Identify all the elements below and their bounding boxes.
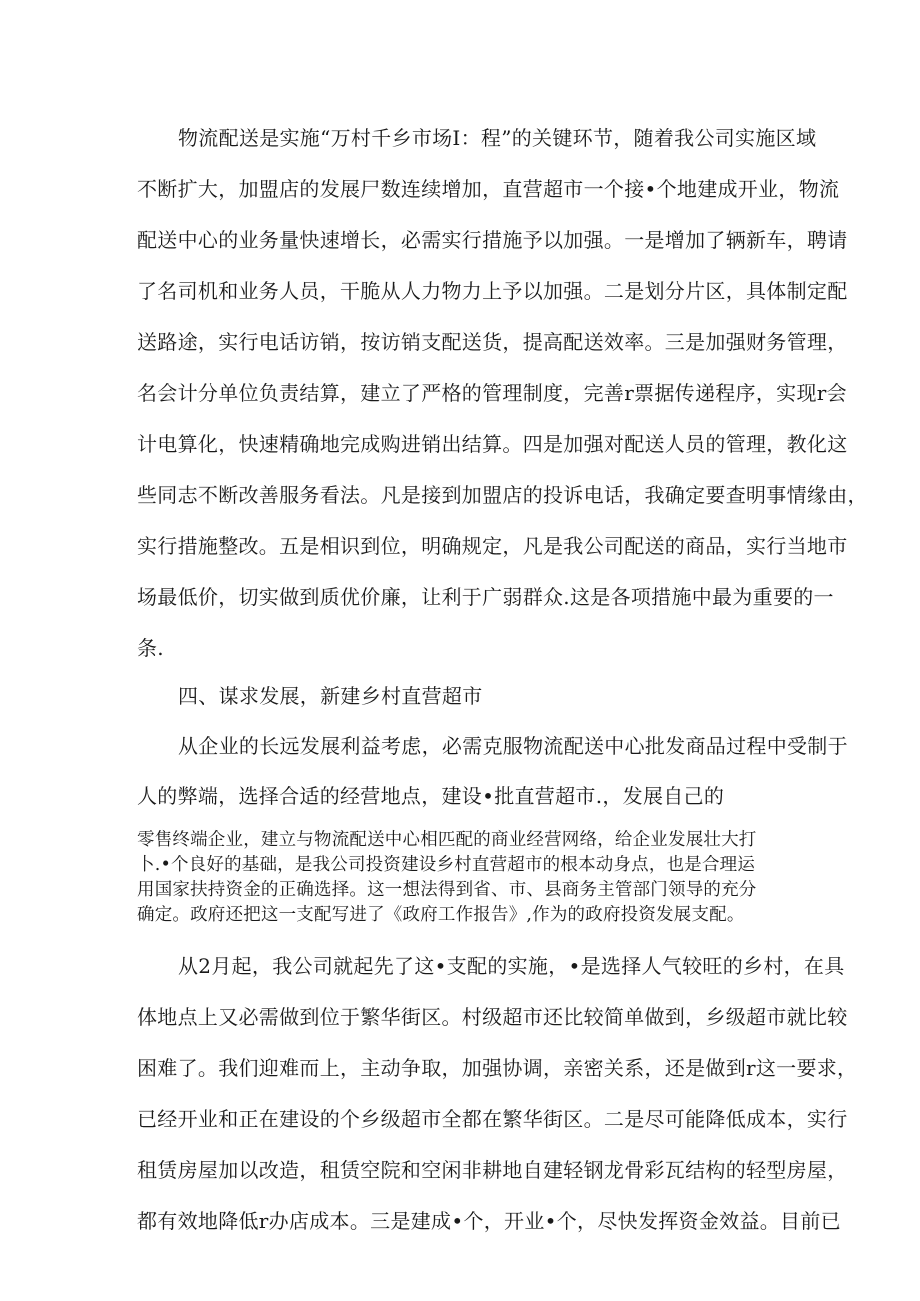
section-heading: 四、谋求发展，新建乡村直营超市 <box>178 684 483 708</box>
paragraph-line: 人的弊端，选择合适的经营地点，建设•批直营超市.，发展自己的 <box>137 784 725 808</box>
paragraph-line-dense: 零售终端企业，建立与物流配送中心相匹配的商业经营网络，给企业发展壮大打 <box>137 830 757 850</box>
paragraph-line: 条. <box>137 636 164 660</box>
paragraph-line: 场最低价，切实做到质优价廉，让利于广弱群众.这是各项措施中最为重要的一 <box>137 585 834 609</box>
paragraph-line-dense: 卜.•个良好的基础，是我公司投资建设乡村直营超市的根本动身点，也是合理运 <box>137 855 756 875</box>
paragraph-line: 物流配送是实施“万村千乡市场I：程”的关键环节，随着我公司实施区域 <box>178 126 817 150</box>
paragraph-line-dense: 用国家扶持资金的正确选择。这一想法得到省、市、县商务主管部门领导的充分 <box>137 880 757 900</box>
paragraph-line: 租赁房屋加以改造，租赁空院和空闲非耕地自建轻钢龙骨彩瓦结构的轻型房屋， <box>137 1158 848 1182</box>
paragraph-line: 实行措施整改。五是相识到位，明确规定，凡是我公司配送的商品，实行当地市 <box>137 534 848 558</box>
paragraph-line: 计电算化，快速精确地完成购进销出结算。四是加强对配送人员的管理，教化这 <box>137 432 848 456</box>
paragraph-line: 了名司机和业务人员，干脆从人力物力上予以加强。二是划分片区，具体制定配 <box>137 279 848 303</box>
paragraph-line: 都有效地降低r办店成本。三是建成•个，开业•个，尽快发挥资金效益。目前已 <box>137 1209 841 1233</box>
paragraph-line: 从企业的长远发展利益考虑，必需克服物流配送中心批发商品过程中受制于 <box>178 734 848 758</box>
paragraph-line: 送路途，实行电话访销，按访销支配送货，提高配送效率。三是加强财务管理， <box>137 330 848 354</box>
paragraph-line: 困难了。我们迎难而上，主动争取，加强协调，亲密关系，还是做到r这一要求， <box>137 1056 858 1080</box>
paragraph-line: 配送中心的业务量快速增长，必需实行措施予以加强。一是增加了辆新车，聘请 <box>137 228 848 252</box>
paragraph-line: 名会计分单位负责结算，建立了严格的管理制度，完善r票据传递程序，实现r会 <box>137 381 847 405</box>
paragraph-line: 些同志不断改善服务看法。凡是接到加盟店的投诉电话，我确定要查明事情缘由， <box>137 483 868 507</box>
paragraph-line: 从2月起，我公司就起先了这•支配的实施，•是选择人气较旺的乡村，在具 <box>178 954 845 978</box>
paragraph-line: 不断扩大，加盟店的发展尸数连续增加，直营超市一个接•个地建成开业，物流 <box>137 177 840 201</box>
paragraph-line: 已经开业和正在建设的个乡级超市全都在繁华街区。二是尽可能降低成本，实行 <box>137 1107 848 1131</box>
paragraph-line-dense: 确定。政府还把这一支配写进了《政府工作报告》,作为的政府投资发展支配。 <box>137 905 745 925</box>
paragraph-line: 体地点上又必需做到位于繁华街区。村级超市还比较简单做到，乡级超市就比较 <box>137 1005 848 1029</box>
